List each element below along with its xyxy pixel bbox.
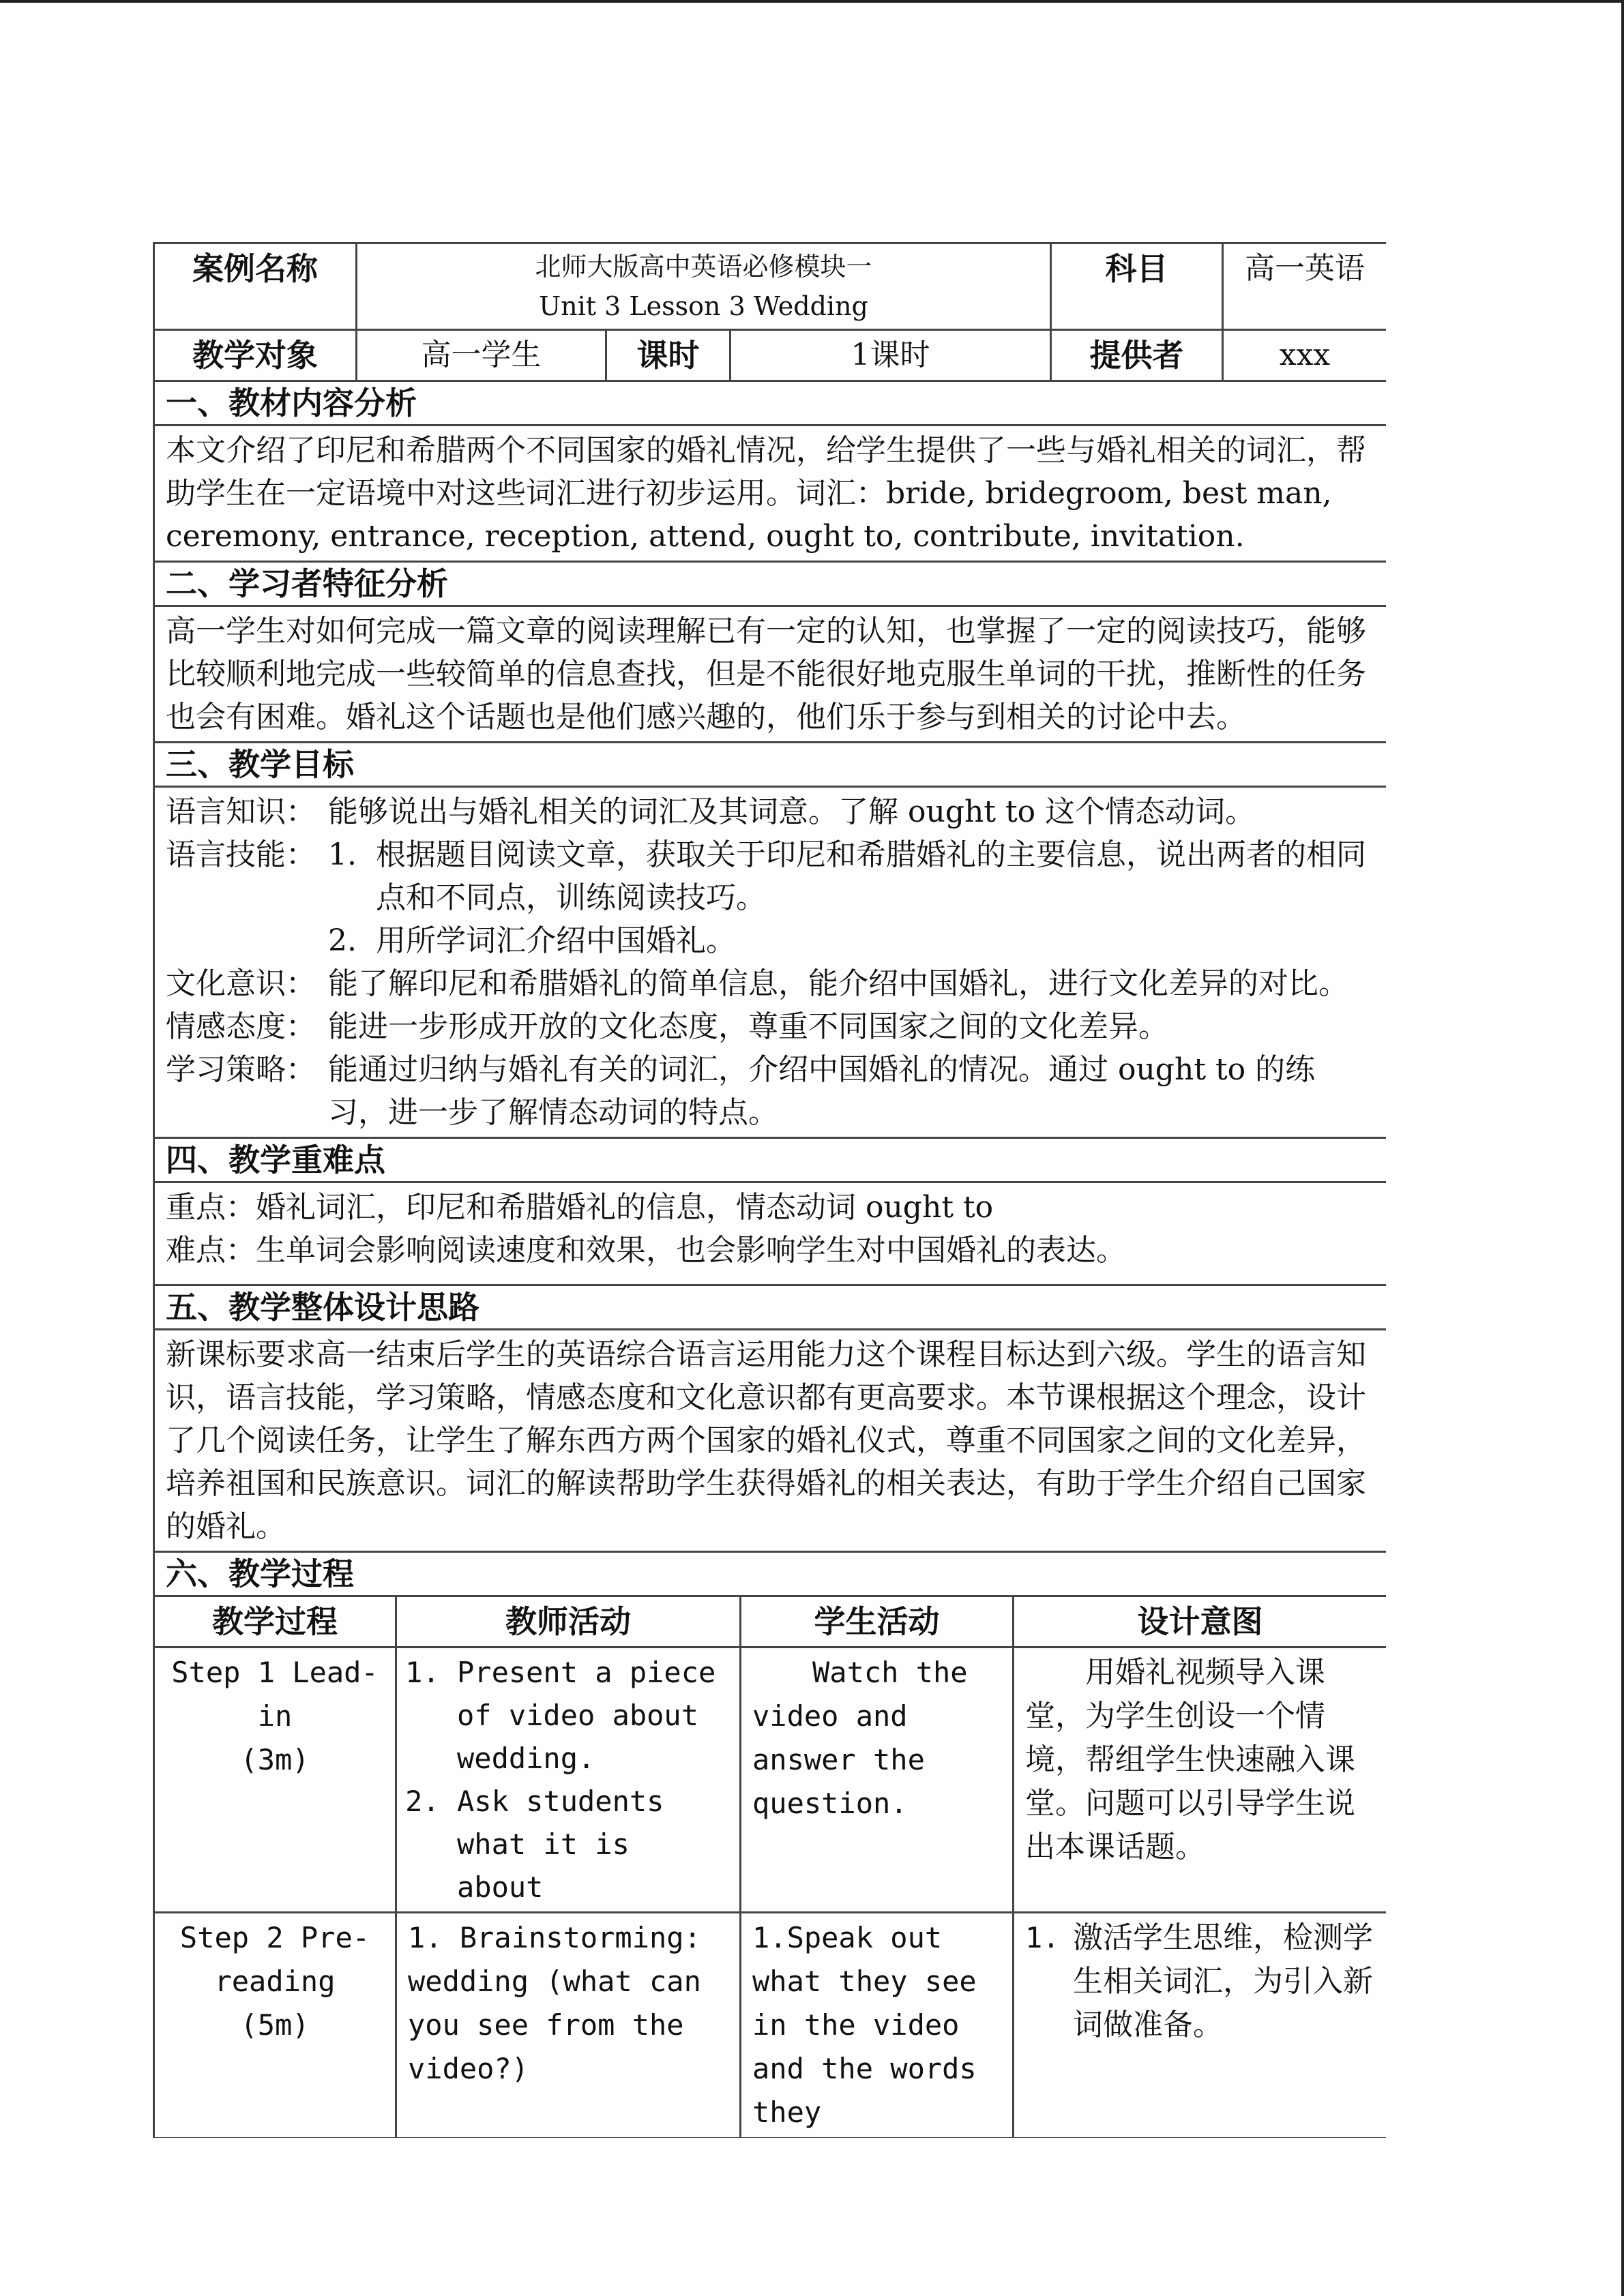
difficult-point: 难点：生单词会影响阅读速度和效果，也会影响学生对中国婚礼的表达。 bbox=[166, 1233, 1126, 1268]
goal-value: 能通过归纳与婚礼有关的词汇，介绍中国婚礼的情况。通过 ought to 的练习，进一步了解情态动词的特点。 bbox=[328, 1052, 1316, 1130]
goal-skill-text: 用所学词汇介绍中国婚礼。 bbox=[376, 923, 736, 958]
process-col-header: 教师活动 bbox=[396, 1596, 741, 1648]
section-4-title: 四、教学重难点 bbox=[154, 1138, 1387, 1182]
list-item: 2. Ask students what it is about bbox=[457, 1780, 728, 1909]
target-value: 高一学生 bbox=[357, 330, 606, 381]
design-intent-cell: 用婚礼视频导入课堂，为学生创设一个情境，帮组学生快速融入课堂。问题可以引导学生说出本课话题。 bbox=[1014, 1648, 1387, 1913]
step-name: Step 1 Lead-in bbox=[171, 1656, 379, 1733]
header-row-2 bbox=[154, 330, 1387, 381]
provider-value: xxx bbox=[1223, 330, 1386, 381]
goal-key: 语言知识： bbox=[166, 794, 316, 829]
section-5-title: 五、教学整体设计思路 bbox=[154, 1285, 1387, 1330]
goal-key: 情感态度： bbox=[166, 1009, 316, 1044]
design-intent-cell bbox=[1014, 1913, 1387, 2138]
key-point: 重点：婚礼词汇，印尼和希腊婚礼的信息，情态动词 ought to bbox=[166, 1190, 994, 1225]
goal-skill-number: 1. bbox=[328, 837, 357, 872]
process-col-header: 设计意图 bbox=[1014, 1596, 1387, 1648]
case-name-line1: 北师大版高中英语必修模块一 bbox=[535, 252, 872, 282]
student-activity-cell: Watch the video and answer the question. bbox=[741, 1648, 1014, 1913]
goal-key: 语言技能： bbox=[166, 837, 316, 872]
lesson-plan-table bbox=[153, 242, 1386, 1597]
process-header-row bbox=[154, 1596, 1387, 1648]
subject-value: 高一英语 bbox=[1223, 243, 1386, 330]
section-1-body-row bbox=[154, 426, 1387, 562]
goal-skill-item bbox=[328, 833, 1375, 919]
goal-cultural-awareness bbox=[166, 962, 1375, 1005]
student-activity-cell: 1.Speak out what they see in the video and the words they bbox=[741, 1913, 1014, 2138]
goal-key: 文化意识： bbox=[166, 966, 316, 1001]
section-6-title-row bbox=[154, 1552, 1387, 1596]
teacher-activity-list bbox=[408, 1651, 728, 1909]
goal-skill-item bbox=[328, 919, 1375, 962]
section-1-title-row bbox=[154, 381, 1387, 426]
design-intent-number: 1. bbox=[1025, 1921, 1060, 1954]
section-2-body: 高一学生对如何完成一篇文章的阅读理解已有一定的认知，也掌握了一定的阅读技巧，能够比较顺利地完成一些较简单的信息查找，但是不能很好地克服生单词的干扰，推断性的任务也会有困难。婚礼这个话题也是他们感兴趣的，他们乐于参与到相关的讨论中去。 bbox=[154, 606, 1387, 743]
section-3-title-row bbox=[154, 743, 1387, 787]
section-5-body-row bbox=[154, 1330, 1387, 1552]
hours-value: 1课时 bbox=[730, 330, 1051, 381]
section-1-title: 一、教材内容分析 bbox=[154, 381, 1387, 426]
lesson-plan-document bbox=[153, 242, 1386, 2138]
goal-language-skills bbox=[166, 833, 1375, 962]
target-label: 教学对象 bbox=[154, 330, 357, 381]
section-4-title-row bbox=[154, 1138, 1387, 1182]
step-time: (3m) bbox=[240, 1743, 310, 1776]
step-name: Step 2 Pre-reading bbox=[179, 1921, 370, 1998]
goal-value bbox=[328, 833, 1375, 962]
provider-label: 提供者 bbox=[1051, 330, 1223, 381]
process-table bbox=[153, 1595, 1386, 2138]
goal-value: 能进一步形成开放的文化态度，尊重不同国家之间的文化差异。 bbox=[328, 1009, 1168, 1044]
teacher-activity-cell bbox=[396, 1648, 741, 1913]
teacher-activity-cell: 1. Brainstorming: wedding (what can you see from the video?) bbox=[396, 1913, 741, 2138]
section-5-body: 新课标要求高一结束后学生的英语综合语言运用能力这个课程目标达到六级。学生的语言知识，语言技能，学习策略，情感态度和文化意识都有更高要求。本节课根据这个理念，设计了几个阅读任务，让学生了解东西方两个国家的婚礼仪式，尊重不同国家之间的文化差异，培养祖国和民族意识。词汇的解读帮助学生获得婚礼的相关表达，有助于学生介绍自己国家的婚礼。 bbox=[154, 1330, 1387, 1552]
hours-label: 课时 bbox=[606, 330, 730, 381]
section-2-title: 二、学习者特征分析 bbox=[154, 562, 1387, 606]
table-row bbox=[154, 1913, 1387, 2138]
section-4-body-row bbox=[154, 1182, 1387, 1285]
step-cell bbox=[154, 1913, 396, 2138]
section-3-body bbox=[154, 787, 1387, 1138]
list-item: 1. Present a piece of video about wedding. bbox=[457, 1651, 728, 1780]
case-name-value bbox=[357, 243, 1051, 330]
step-cell bbox=[154, 1648, 396, 1913]
section-5-title-row bbox=[154, 1285, 1387, 1330]
section-4-body bbox=[154, 1182, 1387, 1285]
section-2-title-row bbox=[154, 562, 1387, 606]
page-right-border bbox=[1621, 0, 1624, 2296]
goal-value: 能了解印尼和希腊婚礼的简单信息，能介绍中国婚礼，进行文化差异的对比。 bbox=[328, 966, 1348, 1001]
design-intent-text: 激活学生思维，检测学生相关词汇，为引入新词做准备。 bbox=[1073, 1920, 1373, 2042]
goal-learning-strategy bbox=[166, 1048, 1375, 1134]
goal-emotional-attitude bbox=[166, 1005, 1375, 1048]
process-col-header: 学生活动 bbox=[741, 1596, 1014, 1648]
page-top-border bbox=[0, 0, 1623, 3]
section-3-title: 三、教学目标 bbox=[154, 743, 1387, 787]
goal-skill-text: 根据题目阅读文章，获取关于印尼和希腊婚礼的主要信息，说出两者的相同点和不同点，训练阅读技巧。 bbox=[376, 837, 1366, 915]
section-6-title: 六、教学过程 bbox=[154, 1552, 1387, 1596]
goal-skill-number: 2. bbox=[328, 923, 357, 958]
goal-key: 学习策略： bbox=[166, 1052, 316, 1087]
section-2-body-row bbox=[154, 606, 1387, 743]
case-name-line2: Unit 3 Lesson 3 Wedding bbox=[539, 291, 868, 321]
table-row bbox=[154, 1648, 1387, 1913]
step-time: (5m) bbox=[240, 2008, 310, 2042]
design-intent-item bbox=[1025, 1916, 1375, 2047]
section-1-body: 本文介绍了印尼和希腊两个不同国家的婚礼情况，给学生提供了一些与婚礼相关的词汇，帮助学生在一定语境中对这些词汇进行初步运用。词汇：bride, bridegroom, best man, ceremony, entrance, reception, attend, ought to, contribute, invitation. bbox=[154, 426, 1387, 562]
section-3-body-row bbox=[154, 787, 1387, 1138]
subject-label: 科目 bbox=[1051, 243, 1223, 330]
goal-language-knowledge bbox=[166, 790, 1375, 833]
case-name-label: 案例名称 bbox=[154, 243, 357, 330]
header-row-1 bbox=[154, 243, 1387, 330]
process-col-header: 教学过程 bbox=[154, 1596, 396, 1648]
goal-value: 能够说出与婚礼相关的词汇及其词意。了解 ought to 这个情态动词。 bbox=[328, 794, 1256, 829]
